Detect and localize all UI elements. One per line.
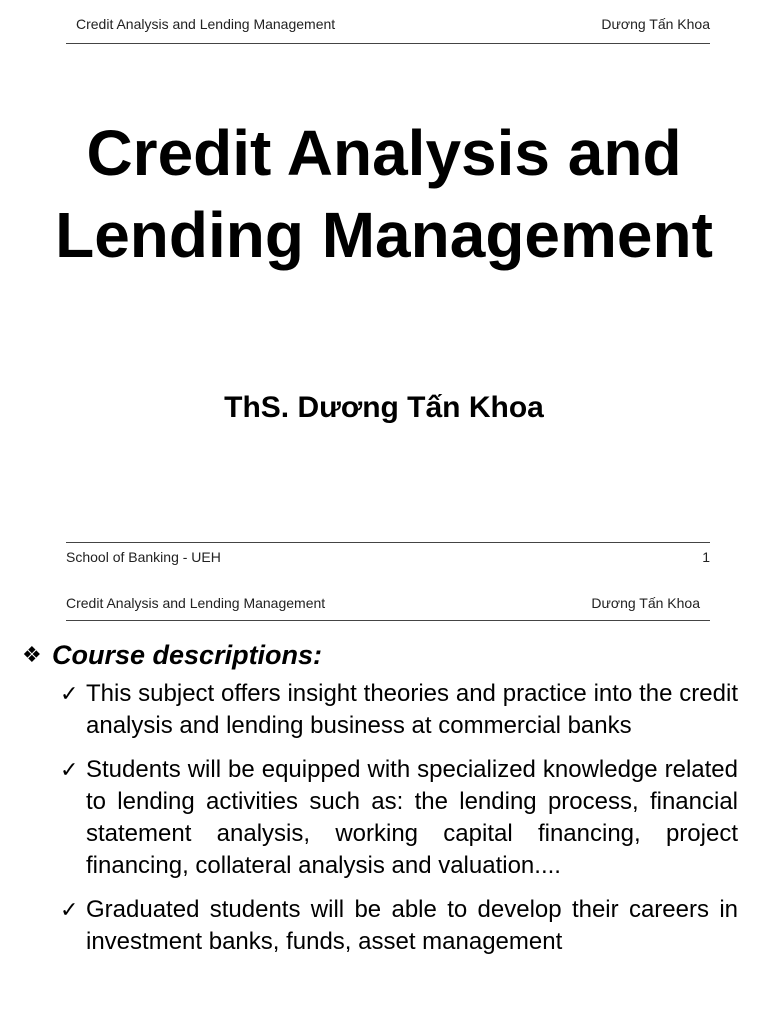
bullet-text: Graduated students will be able to develop their careers in investment banks, funds, asset management xyxy=(86,896,738,955)
list-item xyxy=(60,894,738,958)
bullet-text: Students will be equipped with specialized knowledge related to lending activities such as: the lending process, financial statement analysis, working capital financing, project financing, collateral analysis and valuation.... xyxy=(86,756,738,879)
slide1-header-author: Dương Tấn Khoa xyxy=(601,16,710,32)
slide1-page-number: 1 xyxy=(702,549,710,565)
slide1-footer-school: School of Banking - UEH xyxy=(66,549,221,565)
bullet-text: This subject offers insight theories and practice into the credit analysis and lending business at commercial banks xyxy=(86,680,738,739)
check-icon: ✓ xyxy=(60,757,79,782)
list-item xyxy=(60,678,738,742)
slide1-title-line2: Lending Management xyxy=(55,199,713,271)
slide1-footer-rule xyxy=(66,542,710,543)
slide2-header-author: Dương Tấn Khoa xyxy=(591,595,700,611)
slide1-author: ThS. Dương Tấn Khoa xyxy=(224,391,544,424)
list-item xyxy=(60,754,738,882)
slide2-section-heading xyxy=(22,636,322,674)
slide1-title xyxy=(0,112,768,276)
slide1-header xyxy=(76,16,710,32)
slide2-header-course: Credit Analysis and Lending Management xyxy=(66,595,326,611)
slide2-header xyxy=(66,595,700,611)
slide1-footer xyxy=(66,549,710,565)
slide2-header-rule xyxy=(66,620,710,621)
slide1-title-line1: Credit Analysis and xyxy=(86,117,682,189)
check-icon: ✓ xyxy=(60,681,79,706)
check-icon: ✓ xyxy=(60,897,79,922)
slide1-header-rule xyxy=(66,43,710,44)
diamond-icon: ❖ xyxy=(22,642,42,667)
slide1-header-course: Credit Analysis and Lending Management xyxy=(76,16,336,32)
slide2-section-title: Course descriptions: xyxy=(52,640,323,670)
slide2-bullet-list xyxy=(60,678,738,970)
